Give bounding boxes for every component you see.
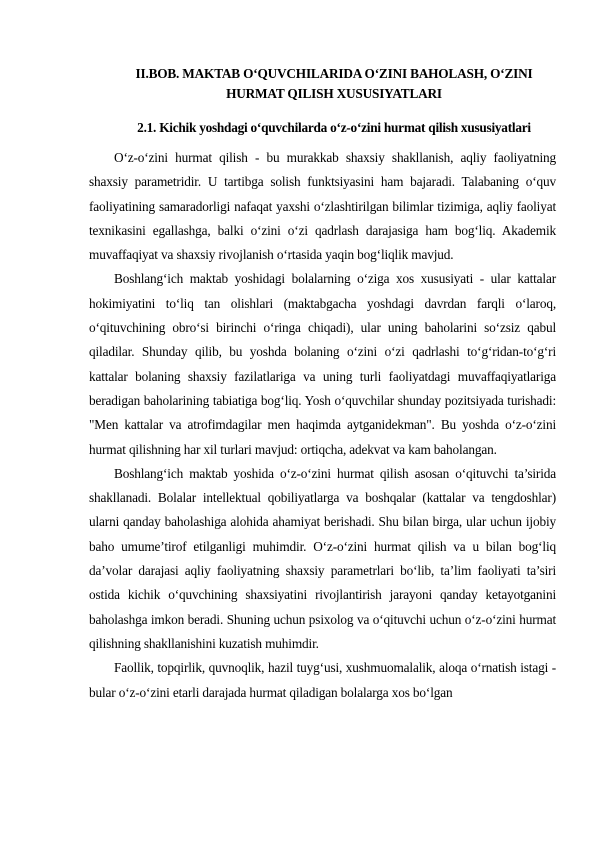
paragraph: Boshlang‘ich maktab yoshidagi bolalarning o‘ziga xos xususiyati - ular kattalar hokimiyatini to‘liq tan olishlari (maktabgacha yoshdagi davrdan farqli o‘laroq, o‘qituvchining obro‘si birinchi o‘ringa chiqadi), ular uning baholarini so‘zsiz qabul qiladilar. Shunday qilib, bu yoshda bolaning o‘zini o‘zi qadrlashi to‘g‘ridan-to‘g‘ri kattalar bolaning shaxsiy fazilatlariga va uning turli faoliyatdagi muvaffaqiyatlariga beradigan baholarining tabiatiga bog‘liq. Yosh o‘quvchilar shunday pozitsiyada turishadi: "Men kattalar va atrofimdagilar men haqimda aytganidekman". Bu yoshda o‘z-o‘zini hurmat qilishning har xil turlari mavjud: ortiqcha, adekvat va kam baholangan. xyxy=(89,271,556,457)
paragraph: Boshlang‘ich maktab yoshida o‘z-o‘zini hurmat qilish asosan o‘qituvchi ta’sirida shakllanadi. Bolalar intellektual qobiliyatlarga va boshqalar (kattalar va tengdoshlar) ularni qanday baholashiga alohida ahamiyat berishadi. Shu bilan birga, ular uchun ijobiy baho umume’tirof etilganligi muhimdir. O‘z-o‘zini hurmat qilish va u bilan bog‘liq da’volar darajasi aqliy faoliyatning shaxsiy parametrlari bo‘lib, ta’lim faoliyati ta’siri ostida kichik o‘quvchining shaxsiyatini rivojlantirish jarayoni qanday ketayotganini baholashga imkon beradi. Shuning uchun psixolog va o‘qituvchi uchun o‘z-o‘zini hurmat qilishning shakllanishini kuzatish muhimdir. xyxy=(89,465,556,651)
paragraph: Faollik, topqirlik, quvnoqlik, hazil tuyg‘usi, xushmuomalalik, aloqa o‘rnatish istagi - bular o‘z-o‘zini etarli darajada hurmat qiladigan bolalarga xos bo‘lgan xyxy=(89,660,556,700)
body-text xyxy=(89,146,556,705)
paragraph: O‘z-o‘zini hurmat qilish - bu murakkab shaxsiy shakllanish, aqliy faoliyatning shaxsiy parametridir. U tartibga solish funktsiyasini ham bajaradi. Talabaning o‘quv faoliyatining samaradorligi nafaqat yaxshi o‘zlashtirilgan bilimlar tizimiga, aqliy faoliyat texnikasini egallashga, balki o‘zini o‘zi qadrlash darajasiga ham bog‘liq. Akademik muvaffaqiyat va shaxsiy rivojlanish o‘rtasida yaqin bog‘liqlik mavjud. xyxy=(89,150,556,263)
chapter-title: II.BOB. MAKTAB O‘QUVCHILARIDA O‘ZINI BAHOLASH, O‘ZINI HURMAT QILISH XUSUSIYATLARI xyxy=(135,66,533,101)
section-title: 2.1. Kichik yoshdagi o‘quvchilarda o‘z-o‘zini hurmat qilish xususiyatlari xyxy=(137,120,531,135)
